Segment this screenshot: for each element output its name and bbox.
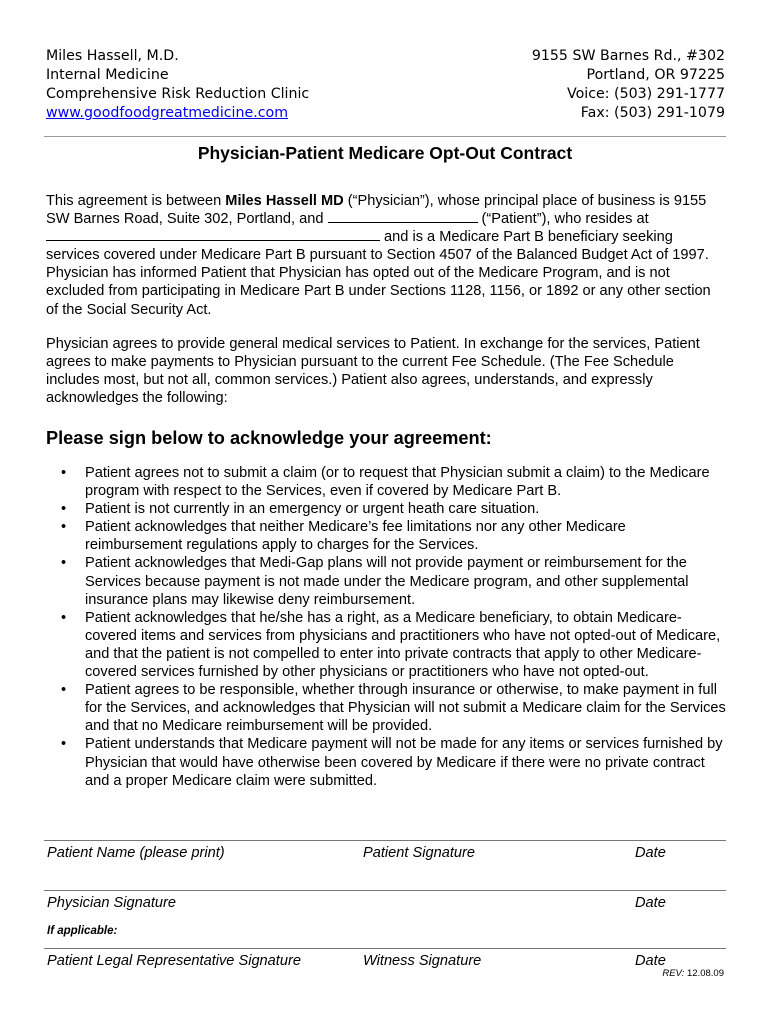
address-line-1: 9155 SW Barnes Rd., #302 [531, 48, 725, 64]
revision-value: 12.08.09 [687, 968, 724, 979]
patient-signature-label: Patient Signature [363, 845, 475, 861]
intro-text-a: This agreement is between [46, 193, 226, 209]
revision-label: REV: [662, 968, 685, 979]
patient-date-label: Date [635, 845, 666, 861]
list-item: • Patient agrees to be responsible, whether through insurance or otherwise, to make payment in full for the Services, and acknowledges that Physician will not submit a Medicare claim for the Services and that no Medicare reimbursement will be provided. [46, 681, 726, 735]
patient-name-print-label: Patient Name (please print) [47, 845, 225, 861]
list-item: • Patient understands that Medicare payment will not be made for any items or services furnished by Physician that would have otherwise been covered by Medicare if there were no private contract and a proper Medicare claim were submitted. [46, 735, 726, 789]
acknowledge-heading: Please sign below to acknowledge your agreement: [46, 428, 492, 448]
letterhead-contact [532, 47, 725, 123]
witness-signature-label: Witness Signature [363, 953, 482, 969]
intro-text-c: (“Physician”), whose principal place of business is 9155 SW Barnes Road, Suite 302, Portland, and [46, 193, 707, 228]
clinic-name: Comprehensive Risk Reduction Clinic [46, 86, 310, 102]
intro-text-d: (“Patient”), who resides at [477, 211, 649, 228]
header-divider [44, 136, 726, 137]
acknowledgement-list [46, 464, 726, 790]
if-applicable-label: If applicable: [47, 925, 118, 937]
document-title: Physician-Patient Medicare Opt-Out Contract [197, 143, 573, 163]
physician-signature-label: Physician Signature [47, 895, 176, 911]
list-item: • Patient acknowledges that Medi-Gap plans will not provide payment or reimbursement for the Services because payment is not made under the Medicare program, and other supplemental insurance plans may likewise deny reimbursement. [46, 554, 726, 608]
signature-line-3[interactable] [44, 948, 726, 949]
representative-date-label: Date [635, 953, 666, 969]
fax-number: Fax: (503) 291-1079 [580, 105, 725, 121]
website-link[interactable]: www.goodfoodgreatmedicine.com [46, 105, 289, 121]
patient-name-blank[interactable] [328, 210, 478, 223]
physician-name-bold: Miles Hassell MD [225, 193, 344, 209]
letterhead [46, 47, 725, 123]
letterhead-physician [46, 47, 309, 123]
patient-address-blank[interactable] [46, 228, 380, 241]
list-item: • Patient agrees not to submit a claim (or to request that Physician submit a claim) to the Medicare program with respect to the Services, even if covered by Medicare Part B. [46, 464, 726, 500]
intro-paragraph-2-text: Physician agrees to provide general medical services to Patient. In exchange for the services, Patient agrees to make payments to Physician pursuant to the current Fee Schedule. (The Fee Schedule includes most, but not all, common services.) Patient also agrees, understands, and expressly acknowledges the following: [46, 336, 700, 407]
signature-line-1[interactable] [44, 840, 726, 841]
voice-phone: Voice: (503) 291-1777 [566, 86, 725, 102]
list-item: • Patient acknowledges that he/she has a right, as a Medicare beneficiary, to obtain Medicare-covered items and services from physicians and practitioners who have not opted-out of Medicare, and that the patient is not compelled to enter into private contracts that apply to other Medicare-covered services furnished by other physicians or practitioners who have not opted-out. [46, 609, 726, 681]
signature-line-2[interactable] [44, 890, 726, 891]
intro-text-e: and is a Medicare Part B beneficiary seeking services covered under Medicare Part B pursuant to Section 4507 of the Balanced Budget Act of 1997. Physician has informed Patient that Physician has opted out of the Medicare Program, and is not excluded from participating in Medicare Part B under Sections 1128, 1156, or 1892 or any other section of the Social Security Act. [46, 229, 711, 318]
physician-name: Miles Hassell, M.D. [46, 48, 179, 64]
revision-note [662, 968, 724, 979]
physician-date-label: Date [635, 895, 666, 911]
intro-paragraph-1 [46, 192, 726, 319]
list-item: • Patient is not currently in an emergency or urgent heath care situation. [46, 500, 726, 518]
intro-paragraph-2 [46, 335, 726, 407]
physician-specialty: Internal Medicine [46, 67, 169, 83]
legal-representative-label: Patient Legal Representative Signature [47, 953, 301, 969]
address-line-2: Portland, OR 97225 [586, 67, 725, 83]
list-item: • Patient acknowledges that neither Medicare’s fee limitations nor any other Medicare reimbursement regulations apply to charges for the Services. [46, 518, 726, 554]
